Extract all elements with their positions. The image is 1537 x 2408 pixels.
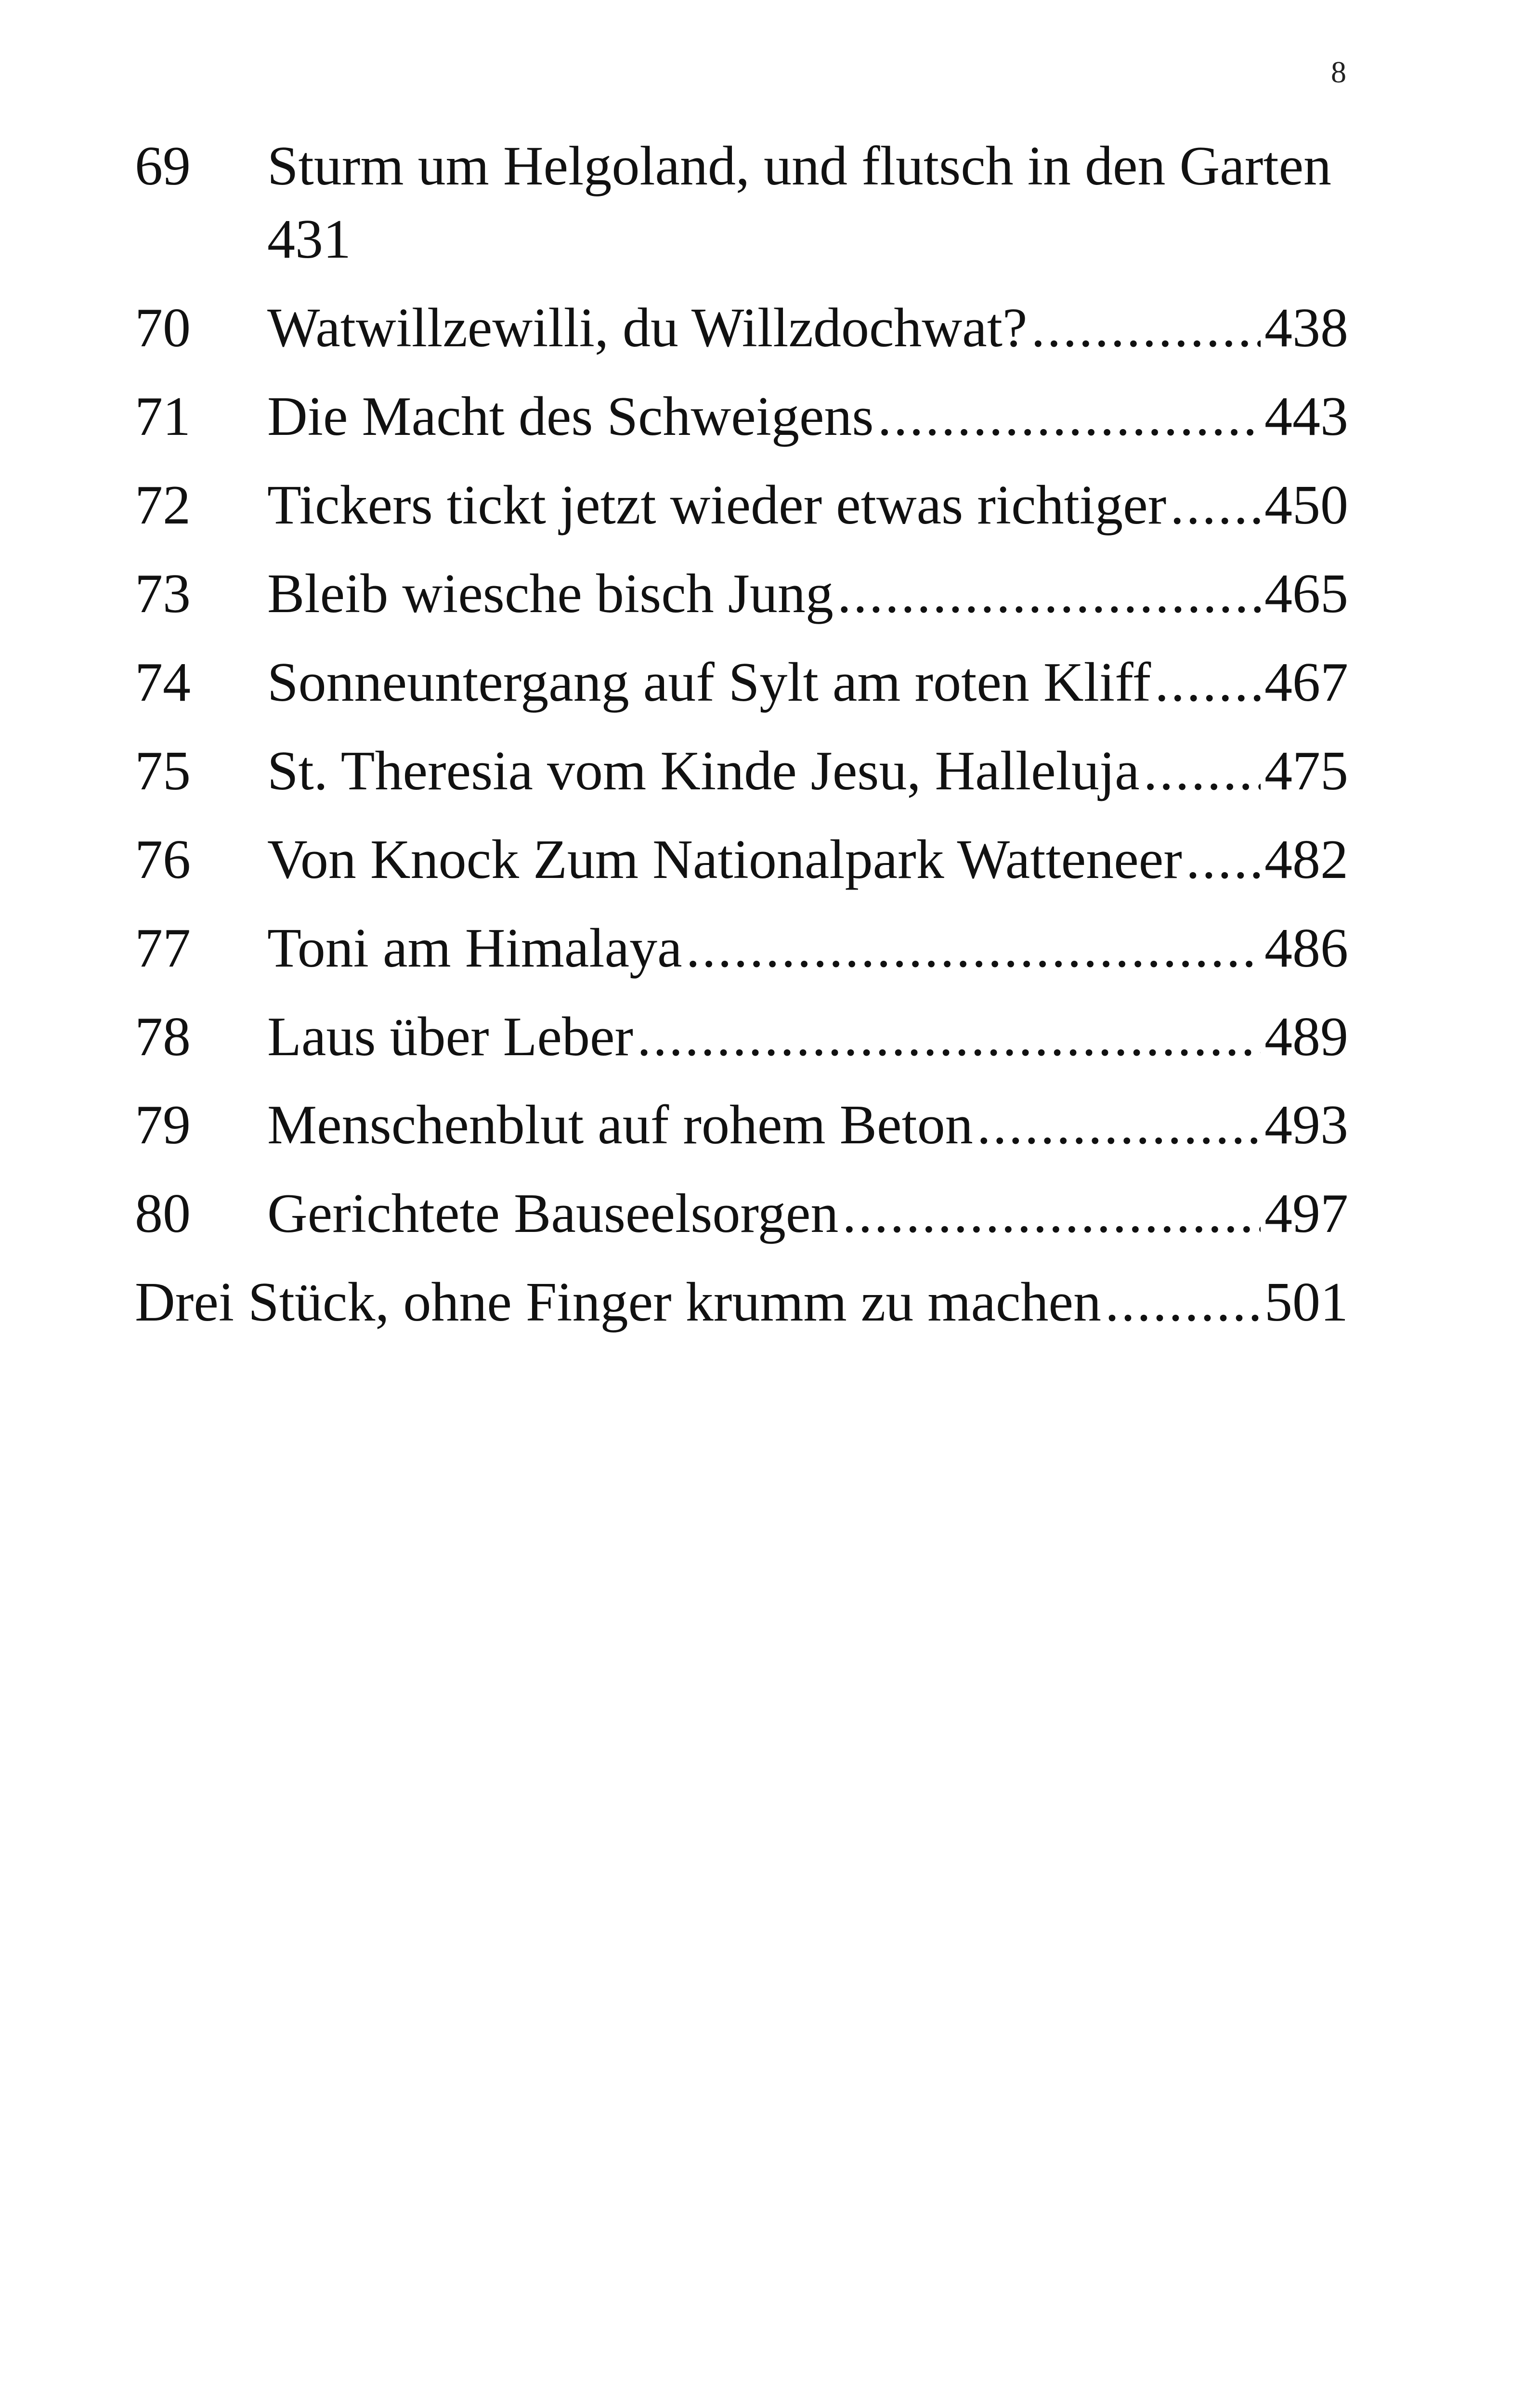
toc-entry-number: 75 [135,740,191,802]
toc-entry-title: Sonneuntergang auf Sylt am roten Kliff [267,651,1151,713]
toc-entry-page: 438 [1264,297,1348,359]
toc-entry[interactable] [135,380,1348,454]
toc-entry-title: Gerichtete Bauseelsorgen [267,1183,839,1245]
toc-dot-leader [1105,1266,1261,1339]
toc-dot-leader [1170,469,1261,542]
toc-entry-text [267,130,1331,276]
toc-dot-leader [637,1001,1261,1074]
toc-dot-leader [1155,646,1261,720]
toc-entry-number: 69 [135,135,191,197]
table-of-contents [135,130,1348,1355]
toc-entry-page: 431 [267,208,351,270]
toc-entry-number: 74 [135,651,191,713]
toc-dot-leader [878,380,1261,454]
toc-entry-title: Watwillzewilli, du Willzdochwat? [267,297,1028,359]
toc-entry-number: 77 [135,917,191,979]
toc-entry-title: Von Knock Zum Nationalpark Watteneer [267,828,1182,890]
toc-entry-number: 72 [135,474,191,536]
toc-entry-page: 493 [1264,1094,1348,1156]
toc-entry[interactable] [135,1089,1348,1162]
toc-dot-leader [686,912,1261,985]
toc-entry[interactable] [135,130,1348,276]
toc-entry-page: 443 [1264,385,1348,447]
toc-dot-leader [1031,292,1261,365]
toc-entry-page: 482 [1264,828,1348,890]
toc-dot-leader [977,1089,1261,1162]
toc-dot-leader [842,1178,1261,1251]
toc-entry[interactable] [135,1001,1348,1074]
toc-entry-number: 79 [135,1094,191,1156]
toc-entry-title: St. Theresia vom Kinde Jesu, Halleluja [267,740,1140,802]
toc-entry-number: 73 [135,563,191,625]
toc-entry-number: 70 [135,297,191,359]
toc-entry-title: Die Macht des Schweigens [267,385,874,447]
toc-entry[interactable] [135,558,1348,631]
toc-entry[interactable] [135,1178,1348,1251]
toc-entry[interactable] [135,646,1348,720]
toc-entry-title: Tickers tickt jetzt wieder etwas richtiger [267,474,1167,536]
toc-dot-leader [1144,735,1261,808]
toc-entry-page: 497 [1264,1183,1348,1245]
toc-entry-page: 489 [1264,1006,1348,1068]
toc-entry-title: Menschenblut auf rohem Beton [267,1094,973,1156]
toc-entry-number: 76 [135,828,191,890]
toc-entry[interactable] [135,735,1348,808]
toc-entry-title: Bleib wiesche bisch Jung [267,563,834,625]
toc-entry-number: 78 [135,1006,191,1068]
page-number: 8 [1331,55,1346,89]
toc-entry-page: 501 [1264,1271,1348,1334]
toc-entry-page: 486 [1264,917,1348,979]
toc-dot-leader [837,558,1261,631]
toc-entry[interactable] [135,824,1348,897]
toc-entry[interactable] [135,292,1348,365]
toc-entry[interactable] [135,469,1348,542]
toc-entry-number: 80 [135,1183,191,1245]
toc-entry-title: Toni am Himalaya [267,917,682,979]
toc-entry[interactable] [135,912,1348,985]
toc-entry-title: Laus über Leber [267,1006,634,1068]
toc-entry-title: Sturm um Helgoland, und flutsch in den Garten [267,135,1332,197]
toc-entry-page: 467 [1264,651,1348,713]
toc-dot-leader [1186,824,1261,897]
toc-entry-number: 71 [135,385,191,447]
toc-entry-page: 450 [1264,474,1348,536]
toc-entry-page: 475 [1264,740,1348,802]
toc-entry-page: 465 [1264,563,1348,625]
toc-entry[interactable] [135,1266,1348,1339]
toc-entry-title: Drei Stück, ohne Finger krumm zu machen [135,1271,1101,1334]
